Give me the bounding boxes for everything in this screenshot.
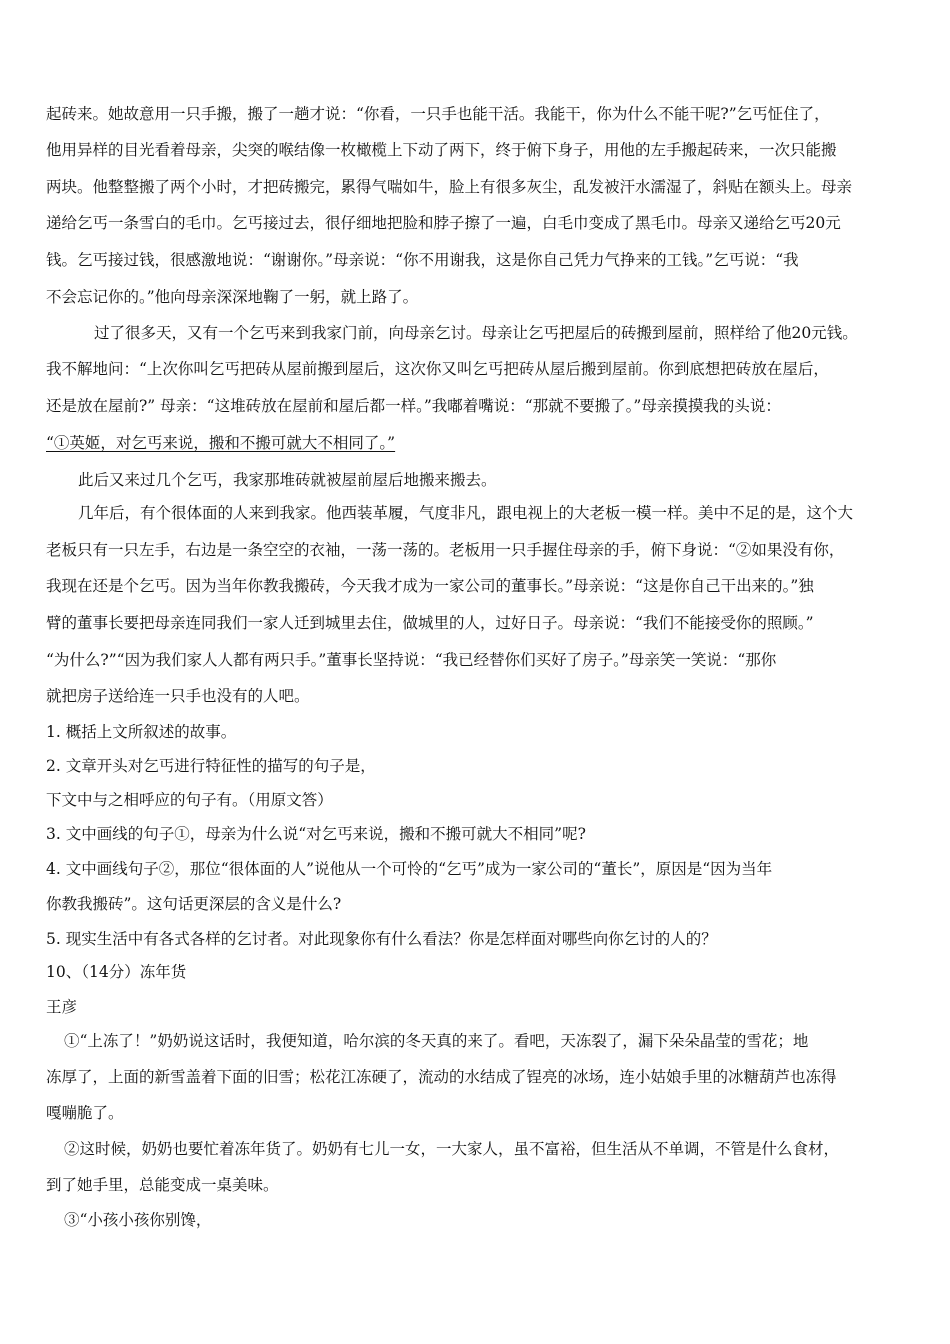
text-line: “为什么?”“因为我们家人人都有两只手。”董事长坚持说：“我已经替你们买好了房子。”母亲笑一笑说：“那你 — [46, 651, 777, 669]
question-2-continued: 下文中与之相呼应的句子有。（用原文答） — [46, 791, 333, 809]
paragraph-start-line: 过了很多天，又有一个乞丐来到我家门前，向母亲乞讨。母亲让乞丐把屋后的砖搬到屋前，照样给了他20元钱。 — [94, 324, 858, 342]
text-line: 就把房子送给连一只手也没有的人吧。 — [46, 687, 310, 705]
question-4: 4. 文中画线句子②，那位“很体面的人”说他从一个可怜的“乞丐”成为一家公司的“董长”，原因是“因为当年 — [46, 860, 773, 878]
question-2: 2. 文章开头对乞丐进行特征性的描写的句子是， — [46, 757, 376, 775]
text-line: 我不解地问：“上次你叫乞丐把砖从屋前搬到屋后，这次你又叫乞丐把砖从屋后搬到屋前。你到底想把砖放在屋后， — [46, 360, 829, 378]
text-line: 还是放在屋前?” 母亲：“这堆砖放在屋前和屋后都一样。”我嘟着嘴说：“那就不要搬了。”母亲摸摸我的头说： — [46, 397, 781, 415]
text-line: 起砖来。她故意用一只手搬，搬了一趟才说：“你看，一只手也能干活。我能干，你为什么不能干呢?”乞丐怔住了， — [46, 105, 830, 123]
paragraph-start-line: 几年后，有个很体面的人来到我家。他西装革履，气度非凡，跟电视上的大老板一模一样。美中不足的是，这个大 — [78, 504, 854, 522]
question-5: 5. 现实生活中有各式各样的乞讨者。对此现象你有什么看法？你是怎样面对哪些向你乞讨的人的？ — [46, 930, 717, 948]
question-1: 1. 概括上文所叙述的故事。 — [46, 723, 237, 741]
text-line: 他用异样的目光看着母亲，尖突的喉结像一枚橄榄上下动了两下，终于俯下身子，用他的左手搬起砖来，一次只能搬 — [46, 141, 837, 159]
question-4-continued: 你教我搬砖”。这句话更深层的含义是什么? — [46, 895, 342, 913]
paragraph-start-line: ③“小孩小孩你别馋， — [64, 1211, 212, 1229]
text-line: 我现在还是个乞丐。因为当年你教我搬砖，今天我才成为一家公司的董事长。”母亲说：“这是你自己干出来的。”独 — [46, 577, 814, 595]
text-line: 冻厚了，上面的新雪盖着下面的旧雪；松花江冻硬了，流动的水结成了锃亮的冰场，连小姑娘手里的冰糖葫芦也冻得 — [46, 1068, 837, 1086]
author-name: 王彦 — [46, 998, 78, 1016]
text-line: 两块。他整整搬了两个小时，才把砖搬完，累得气喘如牛，脸上有很多灰尘，乱发被汗水濡湿了，斜贴在额头上。母亲 — [46, 178, 853, 196]
paragraph-start-line: ②这时候，奶奶也要忙着冻年货了。奶奶有七儿一女，一大家人，虽不富裕，但生活从不单调，不管是什么食材， — [64, 1140, 840, 1158]
question-3: 3. 文中画线的句子①，母亲为什么说“对乞丐来说，搬和不搬可就大不相同”呢? — [46, 825, 586, 843]
text-line: 不会忘记你的。”他向母亲深深地鞠了一躬，就上路了。 — [46, 288, 419, 306]
section-title: 10、（14分）冻年货 — [46, 963, 187, 981]
paragraph-start-line: 此后又来过几个乞丐，我家那堆砖就被屋前屋后地搬来搬去。 — [78, 471, 497, 489]
text-line: 嘎嘣脆了。 — [46, 1104, 124, 1122]
text-line: 臂的董事长要把母亲连同我们一家人迁到城里去住，做城里的人，过好日子。母亲说：“我们不能接受你的照顾。” — [46, 614, 814, 632]
text-line: 老板只有一只左手，右边是一条空空的衣袖，一荡一荡的。老板用一只手握住母亲的手，俯下身说：“②如果没有你， — [46, 541, 845, 559]
text-line: 钱。乞丐接过钱，很感激地说：“谢谢你。”母亲说：“你不用谢我，这是你自己凭力气挣来的工钱。”乞丐说：“我 — [46, 251, 799, 269]
underlined-sentence-1: “①英姬，对乞丐来说，搬和不搬可就大不相同了。” — [46, 434, 396, 452]
text-line: 到了她手里，总能变成一桌美味。 — [46, 1176, 279, 1194]
paragraph-start-line: ①“上冻了！”奶奶说这话时，我便知道，哈尔滨的冬天真的来了。看吧，天冻裂了，漏下朵朵晶莹的雪花；地 — [64, 1032, 809, 1050]
text-line: 递给乞丐一条雪白的毛巾。乞丐接过去，很仔细地把脸和脖子擦了一遍，白毛巾变成了黑毛巾。母亲又递给乞丐20元 — [46, 214, 841, 232]
